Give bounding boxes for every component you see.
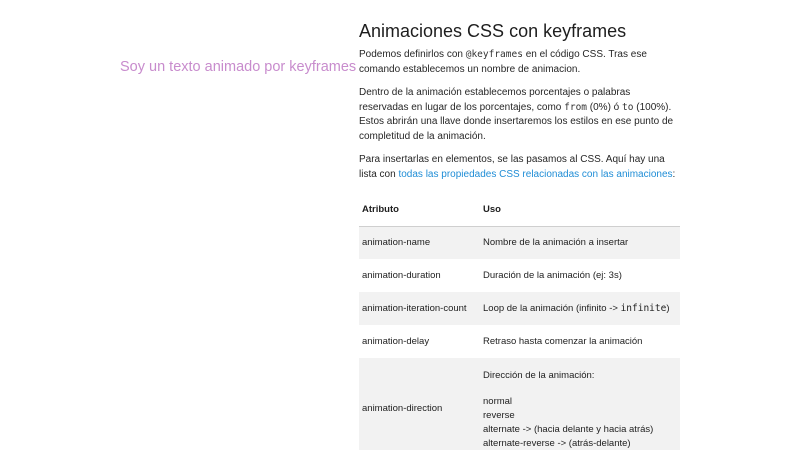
use-cell: Retraso hasta comenzar la animación	[483, 336, 643, 347]
animation-properties-link[interactable]: todas las propiedades CSS relacionadas con las animaciones	[398, 168, 673, 180]
article-title: Animaciones CSS con keyframes	[359, 21, 627, 41]
paragraph-keyframes-intro	[359, 48, 681, 77]
table-row	[359, 358, 680, 450]
article-content	[359, 20, 681, 450]
text-segment: Dentro de la animación establecemos porcentajes o palabras reservadas en lugar de los porcentajes, como	[359, 87, 631, 113]
text-segment: :	[672, 168, 676, 180]
header-uso: Uso	[480, 193, 680, 226]
table-row	[359, 226, 680, 259]
direction-option: normal	[483, 396, 513, 407]
text-segment: Para insertarlas en elementos, se las pasamos al CSS. Aquí hay una lista con	[359, 154, 665, 180]
text-segment: (0%) ó	[587, 101, 623, 113]
direction-option: alternate-reverse -> (atrás-delante)	[483, 438, 631, 449]
table-row	[359, 259, 680, 292]
header-atributo: Atributo	[359, 193, 480, 226]
attr-cell: animation-name	[359, 226, 480, 259]
code-to: to	[622, 101, 634, 113]
text-segment: )	[666, 303, 670, 314]
table-header-row	[359, 193, 680, 226]
attr-cell: animation-iteration-count	[359, 292, 480, 325]
use-cell	[480, 292, 680, 325]
code-infinite: infinite	[620, 303, 667, 314]
paragraph-percentages	[359, 86, 681, 144]
paragraph-insert	[359, 153, 681, 182]
code-keyframes: @keyframes	[465, 49, 523, 60]
text-segment: (100%). Estos abrirán una llave donde insertaremos los estilos en ese punto de completitud de la animación.	[359, 101, 674, 142]
direction-option: reverse	[483, 410, 515, 421]
attr-cell: animation-direction	[359, 358, 480, 450]
table-row	[359, 325, 680, 358]
text-segment: Podemos definirlos con	[359, 49, 466, 60]
code-from: from	[564, 101, 588, 113]
table-row	[359, 292, 680, 325]
use-cell: Nombre de la animación a insertar	[480, 226, 680, 259]
direction-option: alternate -> (hacia delante y hacia atrás)	[483, 424, 654, 435]
use-cell: Duración de la animación (ej: 3s)	[483, 270, 622, 281]
text-segment: en el código CSS. Tras ese comando establecemos un nombre de animacion.	[359, 49, 647, 75]
text-segment: Loop de la animación (infinito ->	[483, 303, 621, 314]
attr-cell: animation-duration	[362, 270, 441, 281]
use-cell	[480, 358, 680, 450]
animated-demo-text: Soy un texto animado por keyframes	[120, 59, 357, 75]
animation-attributes-table	[359, 193, 680, 450]
direction-description: Dirección de la animación:	[483, 370, 595, 381]
attr-cell: animation-delay	[362, 336, 430, 347]
